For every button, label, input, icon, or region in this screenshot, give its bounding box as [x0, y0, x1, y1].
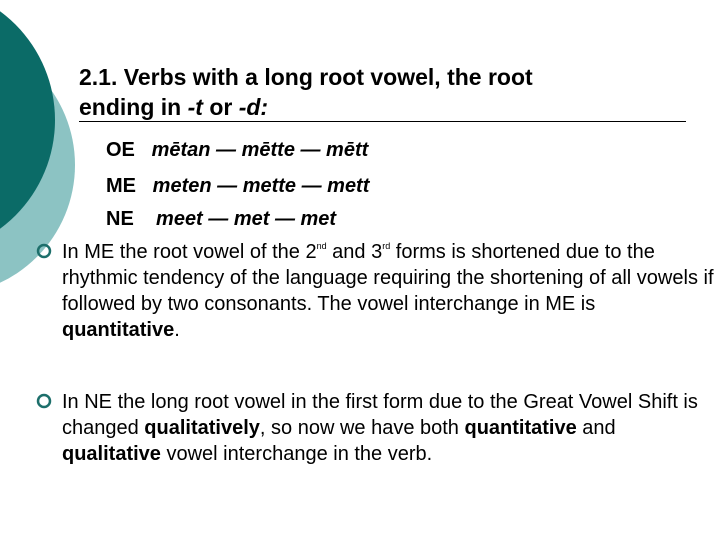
slide-title: [79, 62, 679, 122]
bold-term: quantitative: [464, 417, 577, 439]
hollow-ring-bullet-icon: [36, 243, 52, 259]
text-run: forms is shortened due to the rhythmic tendency of the language requiring the shortening of all vowels if followed by two consonants. The vowel interchange in ME is: [62, 241, 714, 315]
verb-forms: meten — mette — mett: [152, 175, 370, 197]
forms-line-me: [106, 174, 369, 198]
text-run: In NE the long root vowel in the first form due to the Great Vowel Shift is changed: [62, 391, 698, 439]
bold-term: qualitative: [62, 443, 161, 465]
text-run: vowel interchange in the verb.: [160, 443, 433, 465]
text-run: and: [576, 417, 616, 439]
title-line-2-prefix: ending in: [79, 94, 188, 120]
verb-forms: meet — met — met: [156, 208, 337, 230]
forms-line-oe: [106, 138, 368, 162]
forms-line-ne: [106, 207, 336, 231]
text-run: In ME the root vowel of the 2: [62, 241, 317, 263]
title-line-1: 2.1. Verbs with a long root vowel, the root: [79, 64, 533, 90]
bold-term: quantitative: [62, 319, 175, 341]
bullet-text: [62, 239, 717, 343]
bullet-item-ne: [36, 389, 716, 467]
title-conj: or: [202, 94, 239, 120]
text-run: and 3: [326, 241, 383, 263]
bold-term: qualitatively: [144, 417, 260, 439]
bullet-item-me: [36, 239, 716, 343]
title-suffix-t: -t: [187, 94, 203, 120]
title-underline: [79, 121, 686, 122]
superscript: nd: [316, 241, 327, 251]
period-label: ME: [106, 175, 136, 197]
period-label: NE: [106, 208, 134, 230]
bullet-text: [62, 389, 717, 467]
text-run: , so now we have both: [259, 417, 465, 439]
verb-forms: mētan — mētte — mētt: [151, 139, 369, 161]
hollow-ring-bullet-icon: [36, 393, 52, 409]
superscript: rd: [382, 241, 391, 251]
title-suffix-d: -d:: [238, 94, 269, 120]
text-run: .: [174, 319, 180, 341]
period-label: OE: [106, 139, 135, 161]
